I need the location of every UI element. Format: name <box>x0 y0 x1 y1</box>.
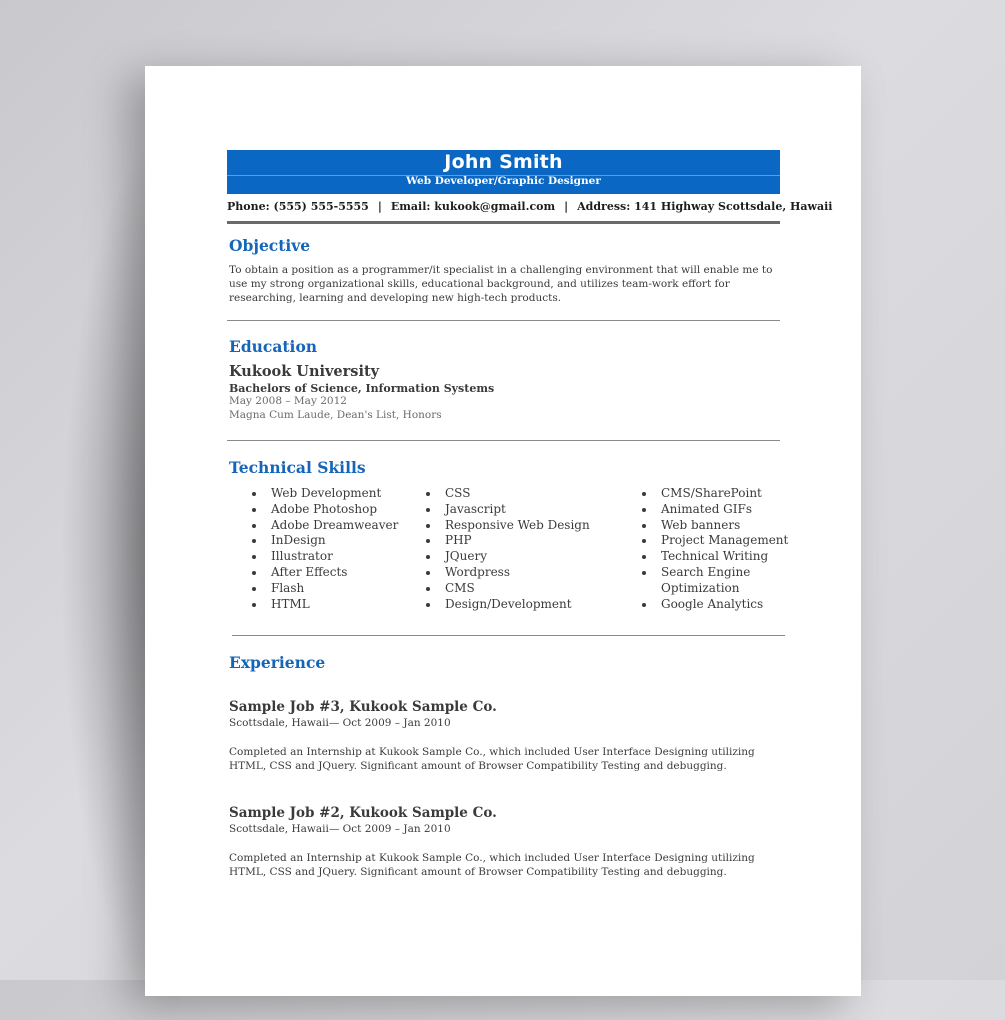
education-dates: May 2008 – May 2012 <box>229 395 347 407</box>
skills-heading: Technical Skills <box>229 458 366 477</box>
skill-item: HTML <box>271 597 398 613</box>
skill-item: Technical Writing <box>661 549 788 565</box>
candidate-name: John Smith <box>444 151 563 173</box>
experience-heading: Experience <box>229 653 326 672</box>
skill-item: Wordpress <box>445 565 590 581</box>
skills-column-3 <box>661 486 788 612</box>
skills-column-1 <box>271 486 398 612</box>
job-title: Sample Job #3, Kukook Sample Co. <box>229 699 497 715</box>
skill-item: After Effects <box>271 565 398 581</box>
job-description: Completed an Internship at Kukook Sample Co., which included User Interface Designing utilizing HTML, CSS and JQuery. Significant amount of Browser Compatibility Testing and debugging. <box>229 852 755 878</box>
job-title: Sample Job #2, Kukook Sample Co. <box>229 805 497 821</box>
skill-item: Design/Development <box>445 597 590 613</box>
skill-item: Web banners <box>661 518 788 534</box>
candidate-title: Web Developer/Graphic Designer <box>406 175 601 187</box>
contact-rule <box>227 221 780 224</box>
skill-item: InDesign <box>271 533 398 549</box>
contact-phone: Phone: (555) 555-5555 <box>227 200 369 213</box>
name-header-band <box>227 150 780 194</box>
skill-item: CMS/SharePoint <box>661 486 788 502</box>
skill-item: Search Engine <box>661 565 788 581</box>
contact-separator: | <box>564 200 569 213</box>
skill-item: Illustrator <box>271 549 398 565</box>
education-heading: Education <box>229 337 318 356</box>
skill-item: Google Analytics <box>661 597 788 613</box>
skill-item: Adobe Dreamweaver <box>271 517 399 532</box>
section-divider <box>232 635 785 636</box>
section-divider <box>227 440 780 441</box>
contact-address: Address: 141 Highway Scottsdale, Hawaii <box>577 200 833 213</box>
skill-item: PHP <box>445 533 590 549</box>
skill-item: CSS <box>445 486 590 502</box>
skill-item: Flash <box>271 581 398 597</box>
job-meta: Scottsdale, Hawaii— Oct 2009 – Jan 2010 <box>229 717 451 729</box>
degree: Bachelors of Science, Information Systems <box>229 382 495 395</box>
objective-heading: Objective <box>229 236 311 255</box>
objective-text: To obtain a position as a programmer/it specialist in a challenging environment that will enable me to use my strong organizational skills, educational background, and utilizes team-work effort for researching, learning and developing new high-tech products. <box>229 264 773 304</box>
contact-line <box>227 200 833 213</box>
education-honors: Magna Cum Laude, Dean's List, Honors <box>229 409 442 421</box>
skill-item-continued: Optimization <box>661 580 740 595</box>
job-meta: Scottsdale, Hawaii— Oct 2009 – Jan 2010 <box>229 823 451 835</box>
skill-item: Animated GIFs <box>661 502 788 518</box>
contact-email: Email: kukook@gmail.com <box>390 200 556 213</box>
skill-item: CMS <box>445 581 590 597</box>
job-description: Completed an Internship at Kukook Sample Co., which included User Interface Designing utilizing HTML, CSS and JQuery. Significant amount of Browser Compatibility Testing and debugging. <box>229 746 755 772</box>
section-divider <box>227 320 780 321</box>
resume-page <box>145 66 861 996</box>
school-name: Kukook University <box>229 363 380 380</box>
skill-item: Project Management <box>661 533 789 548</box>
skill-item: Responsive Web Design <box>445 517 590 532</box>
skill-item: JQuery <box>445 549 590 565</box>
skills-column-2 <box>445 486 590 612</box>
skill-item: Web Development <box>271 486 398 502</box>
skill-item: Javascript <box>445 502 590 518</box>
contact-separator: | <box>377 200 382 213</box>
skill-item: Adobe Photoshop <box>271 502 398 518</box>
